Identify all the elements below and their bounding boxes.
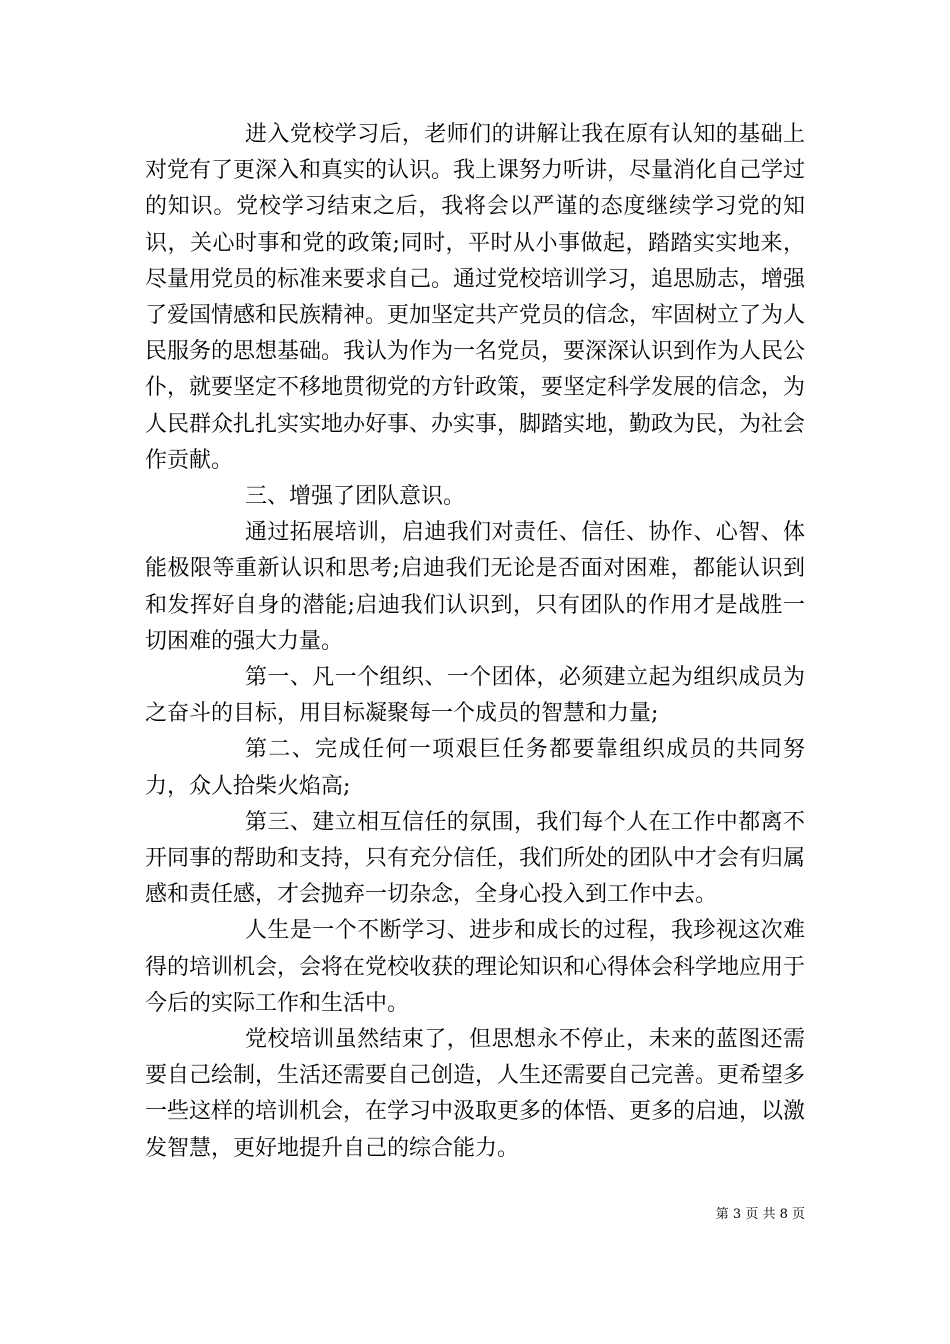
paragraph-conclusion: 党校培训虽然结束了，但思想永不停止，未来的蓝图还需要自己绘制，生活还需要自己创造，人生还需要自己完善。更希望多一些这样的培训机会，在学习中汲取更多的体悟、更多的启迪，以激发智慧，更好地提升自己的综合能力。 bbox=[145, 1027, 806, 1161]
paragraph-point-two: 第二、完成任何一项艰巨任务都要靠组织成员的共同努力，众人拾柴火焰高; bbox=[145, 737, 805, 799]
paragraph-party-school-learning: 进入党校学习后，老师们的讲解让我在原有认知的基础上对党有了更深入和真实的认识。我上课努力听讲，尽量消化自己学过的知识。党校学习结束之后，我将会以严谨的态度继续学习党的知识，关心时事和党的政策;同时，平时从小事做起，踏踏实实地来，尽量用党员的标准来要求自己。通过党校培训学习，追思励志，增强了爱国情感和民族精神。更加坚定共产党员的信念，牢固树立了为人民服务的思想基础。我认为作为一名党员，要深深认识到作为人民公仆，就要坚定不移地贯彻党的方针政策，要坚定科学发展的信念，为人民群众扎扎实实地办好事、办实事，脚踏实地，勤政为民，为社会作贡献。 bbox=[145, 122, 806, 473]
section-heading-team-awareness: 三、增强了团队意识。 bbox=[245, 484, 466, 510]
paragraph-expansion-training: 通过拓展培训，启迪我们对责任、信任、协作、心智、体能极限等重新认识和思考;启迪我们无论是否面对困难，都能认识到和发挥好自身的潜能;启迪我们认识到，只有团队的作用才是战胜一切困难的强大力量。 bbox=[145, 520, 805, 654]
paragraph-point-three: 第三、建立相互信任的氛围，我们每个人在工作中都离不开同事的帮助和支持，只有充分信任，我们所处的团队中才会有归属感和责任感，才会抛弃一切杂念，全身心投入到工作中去。 bbox=[145, 809, 806, 908]
paragraph-point-one: 第一、凡一个组织、一个团体，必须建立起为组织成员为之奋斗的目标，用目标凝聚每一个成员的智慧和力量; bbox=[145, 665, 805, 727]
document-body bbox=[145, 117, 805, 1167]
paragraph-life-learning: 人生是一个不断学习、进步和成长的过程，我珍视这次难得的培训机会，会将在党校收获的理论知识和心得体会科学地应用于今后的实际工作和生活中。 bbox=[145, 918, 806, 1016]
page-number-footer: 第 3 页 共 8 页 bbox=[715, 1207, 805, 1222]
